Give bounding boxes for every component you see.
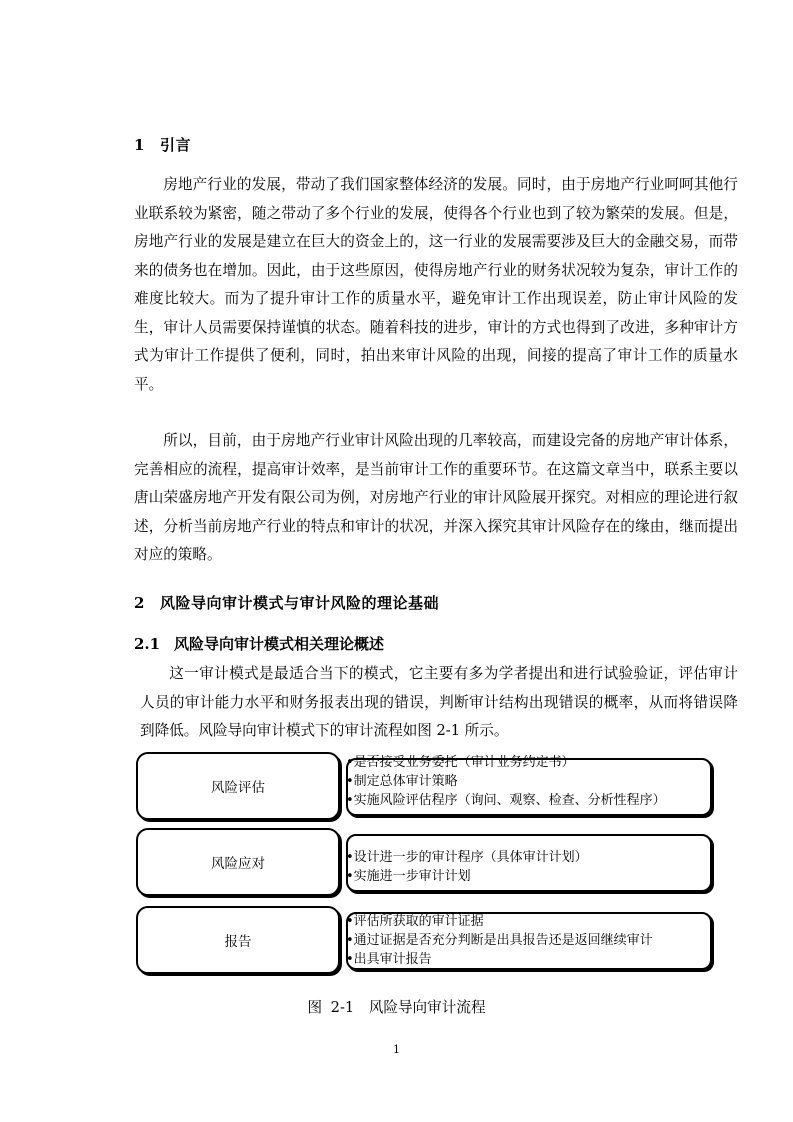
page-number: 1 — [393, 1043, 400, 1056]
stage-item: • 实施进一步审计计划 — [346, 867, 588, 886]
section-title: 风险导向审计模式相关理论概述 — [174, 635, 385, 653]
stage-item: • 通过证据是否充分判断是出具报告还是返回继续审计 — [346, 931, 653, 950]
stage-item: • 出具审计报告 — [346, 950, 653, 969]
stage-label-box: 风险评估 — [136, 752, 340, 820]
stage-item: • 评估所获取的审计证据 — [346, 912, 653, 931]
stage-risk-response — [134, 828, 716, 900]
section-number: 2 — [134, 594, 145, 612]
stage-risk-assessment — [134, 752, 716, 824]
stage-label-box: 风险应对 — [136, 828, 340, 896]
audit-flow-diagram — [134, 752, 716, 982]
section-2-1-paragraph: 这一审计模式是最适合当下的模式，它主要有多为学者提出和进行试验验证，评估审计人员的审计能力水平和财务报表出现的错误，判断审计结构出现错误的概率，从而将错误降到降低。风险导向审计模式下的审计流程如图 2-1 所示。 — [140, 665, 738, 739]
section-title: 引言 — [160, 136, 192, 154]
section-2-1-heading — [134, 633, 384, 654]
stage-item: • 是否接受业务委托（审计业务约定书） — [346, 753, 666, 772]
section-2-heading — [134, 592, 439, 613]
intro-paragraph-2: 所以，目前，由于房地产行业审计风险出现的几率较高，而建设完备的房地产审计体系，完善相应的流程，提高审计效率，是当前审计工作的重要环节。在这篇文章当中，联系主要以唐山荣盛房地产开发有限公司为例，对房地产行业的审计风险展开探究。对相应的理论进行叙述，分析当前房地产行业的特点和审计的状况，并深入探究其审计风险存在的缘由，继而提出对应的策略。 — [134, 432, 738, 563]
stage-item: • 制定总体审计策略 — [346, 772, 666, 791]
stage-label-box: 报告 — [136, 906, 340, 974]
section-number: 2.1 — [134, 635, 161, 653]
stage-items — [346, 848, 588, 886]
section-1-heading — [134, 134, 191, 155]
stage-item: • 实施风险评估程序（询问、观察、检查、分析性程序） — [346, 791, 666, 810]
section-number: 1 — [134, 136, 145, 154]
stage-item: • 设计进一步的审计程序（具体审计计划） — [346, 848, 588, 867]
stage-items — [346, 753, 666, 810]
stage-items — [346, 912, 653, 969]
figure-caption: 图 2-1 风险导向审计流程 — [307, 999, 486, 1016]
section-title: 风险导向审计模式与审计风险的理论基础 — [160, 594, 440, 612]
stage-report — [134, 906, 716, 978]
intro-paragraph-1: 房地产行业的发展，带动了我们国家整体经济的发展。同时，由于房地产行业呵呵其他行业联系较为紧密，随之带动了多个行业的发展，使得各个行业也到了较为繁荣的发展。但是，房地产行业的发展是建立在巨大的资金上的，这一行业的发展需要涉及巨大的金融交易，而带来的债务也在增加。因此，由于这些原因，使得房地产行业的财务状况较为复杂，审计工作的难度比较大。而为了提升审计工作的质量水平，避免审计工作出现误差，防止审计风险的发生，审计人员需要保持谨慎的状态。随着科技的进步，审计的方式也得到了改进，多种审计方式为审计工作提供了便利，同时，拍出来审计风险的出现，间接的提高了审计工作的质量水平。 — [134, 176, 738, 393]
